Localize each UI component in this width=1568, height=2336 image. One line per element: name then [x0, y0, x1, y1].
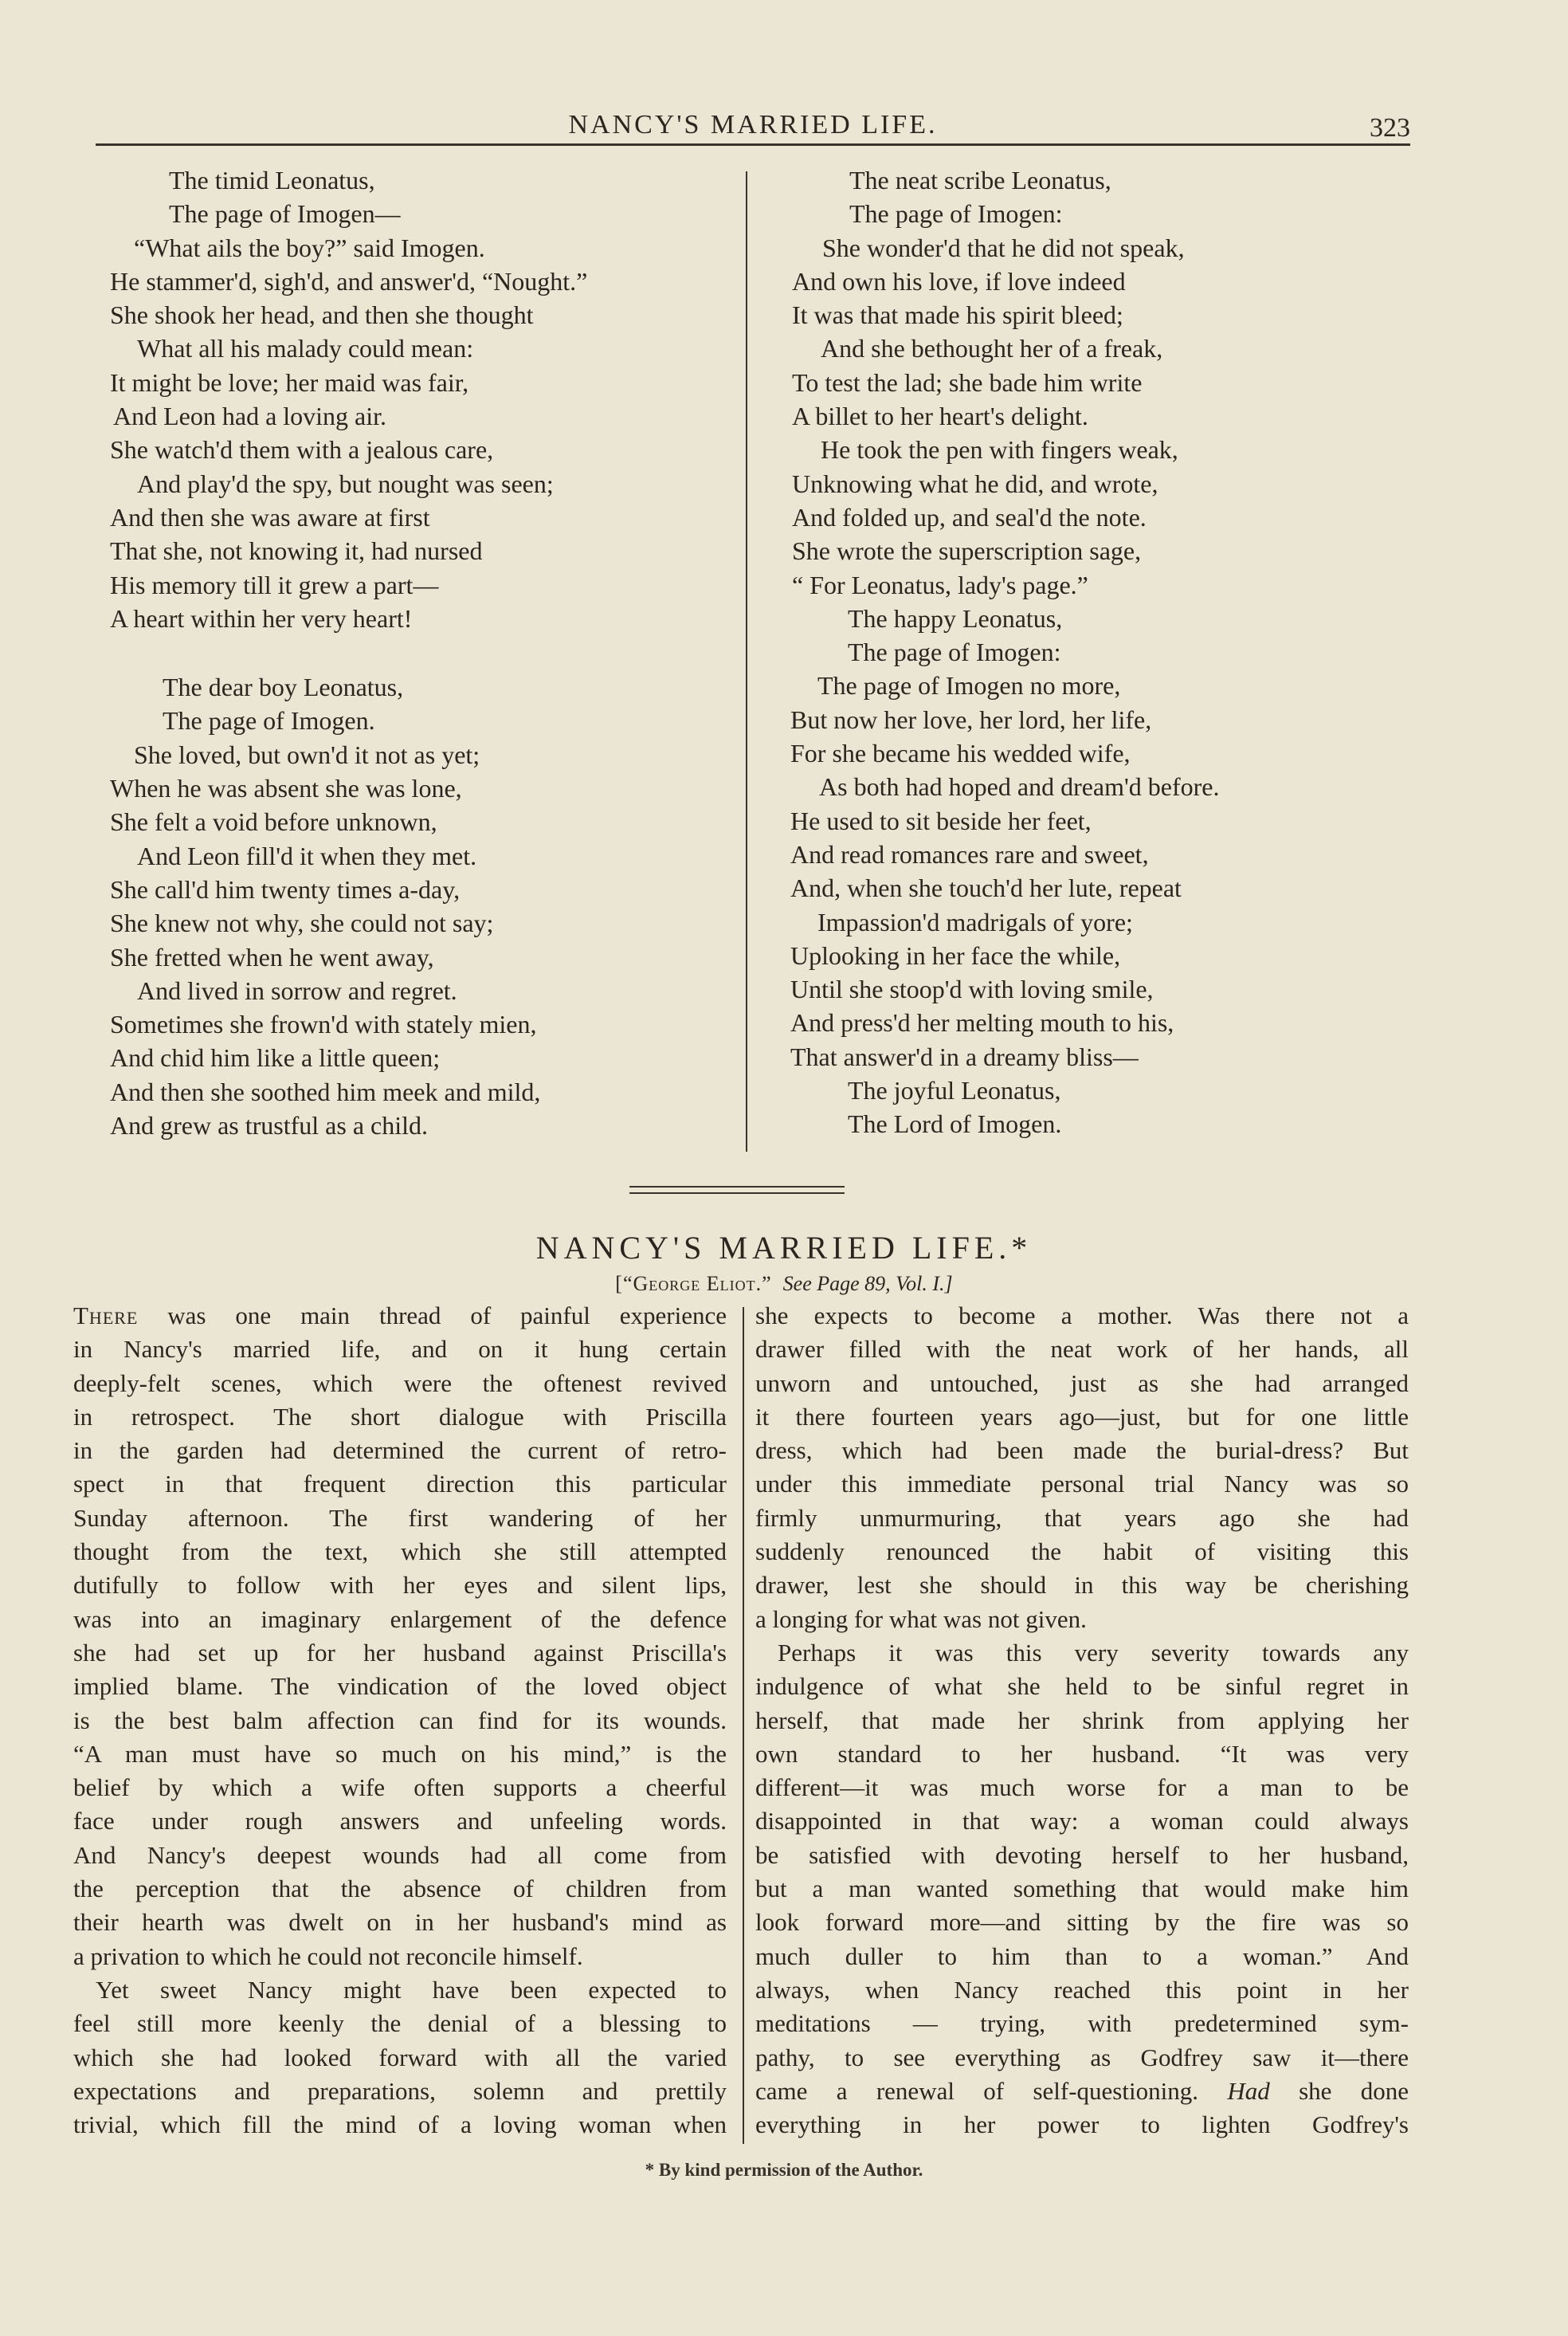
poem-line: As both had hoped and dream'd before. — [819, 772, 1220, 802]
poem-line: The timid Leonatus, — [169, 166, 375, 194]
poem-line: He took the pen with fingers weak, — [821, 435, 1178, 465]
prose-line: in retrospect. The short dialogue with Priscilla — [73, 1402, 727, 1431]
poem-line: The page of Imogen. — [163, 706, 375, 736]
prose-line: thought from the text, which she still attempted — [73, 1537, 727, 1566]
poem-line: She shook her head, and then she thought — [110, 300, 534, 330]
poem-line: The joyful Leonatus, — [848, 1076, 1061, 1105]
prose-line: the perception that the absence of children from — [73, 1875, 727, 1903]
attribution — [0, 1272, 1568, 1296]
poem-line: And she bethought her of a freak, — [821, 334, 1163, 363]
prose-line: meditations — trying, with predetermined sym- — [755, 2009, 1409, 2038]
prose-line: disappointed in that way: a woman could always — [755, 1807, 1409, 1835]
poem-line: To test the lad; she bade him write — [792, 367, 1143, 397]
poem-line: And read romances rare and sweet, — [790, 839, 1149, 869]
attribution-author: [“George Eliot.” — [615, 1272, 772, 1295]
poem-line: It was that made his spirit bleed; — [792, 300, 1123, 330]
prose-line: be satisfied with devoting herself to her husband, — [755, 1840, 1409, 1869]
prose-line: dutifully to follow with her eyes and silent lips, — [73, 1571, 727, 1600]
poem-line: And, when she touch'd her lute, repeat — [790, 874, 1182, 903]
prose-line: always, when Nancy reached this point in her — [755, 1975, 1409, 2004]
prose-line: it there fourteen years ago—just, but for one little — [755, 1402, 1409, 1431]
prose-line — [73, 1299, 727, 1333]
prose-line: And Nancy's deepest wounds had all come from — [73, 1840, 727, 1869]
poem-line: What all his malady could mean: — [137, 334, 474, 363]
poem-line: She felt a void before unknown, — [110, 807, 437, 837]
prose-line: in Nancy's married life, and on it hung certain — [73, 1335, 727, 1364]
prose-line: implied blame. The vindication of the loved object — [73, 1672, 727, 1701]
prose-line: deeply-felt scenes, which were the oftenest revived — [73, 1368, 727, 1397]
prose-line: different—it was much worse for a man to be — [755, 1773, 1409, 1802]
poem-line: The page of Imogen no more, — [817, 671, 1121, 701]
poem-line: And Leon had a loving air. — [113, 402, 387, 431]
prose-line: feel still more keenly the denial of a blessing to — [73, 2009, 727, 2038]
prose-line: expectations and preparations, solemn and prettily — [73, 2076, 727, 2105]
prose-line-text: came a renewal of self-questioning. — [755, 2076, 1198, 2105]
prose-line: was into an imaginary enlargement of the defence — [73, 1604, 727, 1633]
attribution-reference: See Page 89, Vol. I.] — [782, 1272, 953, 1295]
prose-line: spect in that frequent direction this particular — [73, 1470, 727, 1498]
poem-line: And then she was aware at first — [110, 502, 430, 532]
prose-right-column — [755, 1299, 1409, 2142]
poem-line: And chid him like a little queen; — [110, 1043, 441, 1073]
first-word: There — [73, 1301, 139, 1329]
poem-line: For she became his wedded wife, — [790, 739, 1131, 768]
poem-line: The Lord of Imogen. — [848, 1109, 1062, 1139]
prose-line: indulgence of what she held to be sinful regret in — [755, 1672, 1409, 1701]
prose-line-text: was one main thread of painful experience — [167, 1301, 727, 1329]
prose-line: suddenly renounced the habit of visiting this — [755, 1537, 1409, 1566]
prose-line: she expects to become a mother. Was there not a — [755, 1301, 1409, 1329]
poem-line: A billet to her heart's delight. — [792, 402, 1088, 431]
poem-line: A heart within her very heart! — [110, 603, 413, 633]
poem-line: But now her love, her lord, her life, — [790, 705, 1152, 734]
prose-line: a privation to which he could not reconcile himself. — [73, 1941, 583, 1970]
poem-left-column — [105, 163, 743, 1142]
running-title: NANCY'S MARRIED LIFE. — [568, 110, 938, 139]
running-head — [96, 110, 1410, 145]
poem-line: And own his love, if love indeed — [792, 266, 1126, 296]
prose-line: in the garden had determined the current of retro- — [73, 1436, 727, 1465]
prose-column-rule — [743, 1307, 744, 2144]
poem-line: Until she stoop'd with loving smile, — [790, 975, 1154, 1004]
poem-line: The page of Imogen: — [848, 638, 1061, 667]
poem-right-column — [787, 163, 1441, 1141]
header-rule — [96, 143, 1410, 146]
poem-line: Unknowing what he did, and wrote, — [792, 469, 1158, 498]
poem-line: That answer'd in a dreamy bliss— — [790, 1042, 1139, 1071]
prose-line: their hearth was dwelt on in her husband's mind as — [73, 1908, 727, 1937]
poem-line: She knew not why, she could not say; — [110, 909, 494, 938]
poem-line: The page of Imogen— — [169, 199, 401, 229]
poem-line: He stammer'd, sigh'd, and answer'd, “Nought.” — [110, 266, 588, 296]
prose-line: drawer, lest she should in this way be cherishing — [755, 1571, 1409, 1600]
poem-line: And Leon fill'd it when they met. — [137, 841, 477, 870]
poem-line: And grew as trustful as a child. — [110, 1111, 429, 1141]
poem-line: The page of Imogen: — [849, 199, 1063, 229]
prose-line: but a man wanted something that would make him — [755, 1875, 1409, 1903]
prose-line: pathy, to see everything as Godfrey saw it—there — [755, 2043, 1409, 2071]
poem-line: When he was absent she was lone, — [110, 774, 462, 803]
prose-line: Sunday afternoon. The first wandering of her — [73, 1503, 727, 1532]
prose-line: face under rough answers and unfeeling words. — [73, 1807, 727, 1835]
poem-line: He used to sit beside her feet, — [790, 806, 1092, 835]
prose-line: much duller to him than to a woman.” And — [755, 1941, 1409, 1970]
prose-line-text: she done — [1299, 2076, 1409, 2105]
poem-line: She call'd him twenty times a-day, — [110, 874, 461, 904]
prose-line: Yet sweet Nancy might have been expected to — [96, 1975, 727, 2004]
prose-line: under this immediate personal trial Nancy was so — [755, 1470, 1409, 1498]
poem-line: Uplooking in her face the while, — [790, 940, 1121, 970]
poem-line: Impassion'd madrigals of yore; — [817, 907, 1133, 936]
poem-line: It might be love; her maid was fair, — [110, 367, 469, 397]
prose-line: which she had looked forward with all the varied — [73, 2043, 727, 2071]
poem-line: The dear boy Leonatus, — [163, 673, 404, 702]
poem-line: And then she soothed him meek and mild, — [110, 1077, 541, 1106]
prose-line: “A man must have so much on his mind,” is the — [73, 1739, 727, 1768]
poem-line: And press'd her melting mouth to his, — [790, 1008, 1174, 1038]
prose-line: own standard to her husband. “It was very — [755, 1739, 1409, 1768]
prose-line: firmly unmurmuring, that years ago she had — [755, 1503, 1409, 1532]
poem-column-rule — [746, 171, 747, 1152]
had-word: Had — [1227, 2076, 1270, 2105]
prose-line: is the best balm affection can find for its wounds. — [73, 1706, 727, 1734]
poem-line: The happy Leonatus, — [848, 603, 1063, 633]
prose-line: drawer filled with the neat work of her hands, all — [755, 1335, 1409, 1364]
prose-line: she had set up for her husband against Priscilla's — [73, 1638, 727, 1667]
prose-line: herself, that made her shrink from applying her — [755, 1706, 1409, 1734]
poem-line: She watch'd them with a jealous care, — [110, 435, 494, 465]
prose-line: everything in her power to lighten Godfrey's — [755, 2110, 1409, 2139]
article-title: NANCY'S MARRIED LIFE.* — [535, 1230, 1033, 1266]
poem-line: The neat scribe Leonatus, — [849, 166, 1111, 194]
poem-line: She wonder'd that he did not speak, — [822, 233, 1185, 262]
poem-line: She fretted when he went away, — [110, 942, 434, 972]
poem-line: His memory till it grew a part— — [110, 570, 439, 599]
prose-line: belief by which a wife often supports a cheerful — [73, 1773, 727, 1802]
poem-line: Sometimes she frown'd with stately mien, — [110, 1010, 537, 1039]
poem-line: She wrote the superscription sage, — [792, 536, 1142, 566]
poem-line: And folded up, and seal'd the note. — [792, 502, 1147, 532]
section-separator — [629, 1192, 845, 1194]
poem-line: “What ails the boy?” said Imogen. — [134, 233, 485, 262]
prose-line: Perhaps it was this very severity towards any — [778, 1638, 1409, 1667]
prose-line: unworn and untouched, just as she had arranged — [755, 1368, 1409, 1397]
footnote: * By kind permission of the Author. — [645, 2160, 923, 2180]
section-separator — [629, 1186, 845, 1188]
poem-line: She loved, but own'd it not as yet; — [134, 740, 480, 769]
page-number: 323 — [1370, 113, 1410, 143]
prose-line — [755, 2075, 1409, 2108]
prose-line: a longing for what was not given. — [755, 1604, 1087, 1633]
prose-line: dress, which had been made the burial-dress? But — [755, 1436, 1409, 1465]
poem-line: That she, not knowing it, had nursed — [110, 536, 483, 566]
prose-left-column — [73, 1299, 727, 2142]
poem-line: And lived in sorrow and regret. — [137, 976, 457, 1005]
prose-line: look forward more—and sitting by the fire was so — [755, 1908, 1409, 1937]
poem-line: “ For Leonatus, lady's page.” — [792, 570, 1088, 599]
prose-line: trivial, which fill the mind of a loving woman when — [73, 2110, 727, 2139]
poem-line: And play'd the spy, but nought was seen; — [137, 469, 554, 498]
